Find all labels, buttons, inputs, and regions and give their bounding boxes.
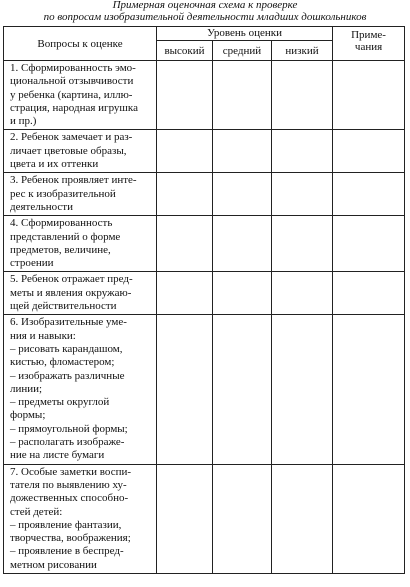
assessment-table (3, 26, 405, 574)
question-cell (4, 272, 157, 315)
question-text-line: – располагать изображе- (10, 436, 125, 449)
high-cell (157, 61, 213, 130)
question-cell (4, 173, 157, 216)
question-text-line: линии; (10, 382, 43, 395)
high-cell (157, 272, 213, 315)
high-cell (157, 173, 213, 216)
question-text-line: дожественных способно- (10, 492, 129, 505)
question-text-line: – рисовать карандашом, (10, 342, 123, 355)
notes-cell (333, 173, 405, 216)
question-text-line: 2. Ребенок замечает и раз- (10, 131, 133, 144)
low-cell (272, 173, 333, 216)
question-cell (4, 464, 157, 573)
header-high: высокий (157, 41, 213, 61)
high-cell (157, 464, 213, 573)
question-text-line: представлений о форме (10, 230, 121, 243)
notes-cell (333, 216, 405, 272)
question-text-line: формы; (10, 409, 46, 422)
notes-cell (333, 61, 405, 130)
question-text-line: у ребенка (картина, иллю- (10, 88, 133, 101)
question-text-line: 3. Ребенок проявляет инте- (10, 174, 137, 187)
table-row (4, 464, 405, 573)
medium-cell (213, 464, 272, 573)
question-text-line: метном рисовании (10, 558, 97, 571)
low-cell (272, 216, 333, 272)
question-text-line: – прямоугольной формы; (10, 422, 128, 435)
caption-title: Примерная оценочная схема к проверке (112, 0, 298, 11)
question-text-line: – проявление в беспред- (10, 545, 124, 558)
question-cell (4, 315, 157, 464)
question-text-line: щей действительности (10, 300, 117, 313)
question-text-line: кистью, фломастером; (10, 356, 115, 369)
medium-cell (213, 216, 272, 272)
question-text-line: личает цветовые образы, (10, 144, 127, 157)
question-text-line: рес к изобразительной (10, 187, 116, 200)
low-cell (272, 61, 333, 130)
medium-cell (213, 272, 272, 315)
question-text-line: 7. Особые заметки воспи- (10, 465, 132, 478)
table-row (4, 130, 405, 173)
high-cell (157, 216, 213, 272)
header-notes-line1: Приме- (351, 29, 386, 41)
question-text-line: цвета и их оттенки (10, 158, 99, 171)
header-notes (333, 27, 405, 61)
table-row (4, 315, 405, 464)
question-text-line: деятельности (10, 200, 73, 213)
question-text-line: 6. Изобразительные уме- (10, 316, 127, 329)
question-text-line: строении (10, 257, 54, 270)
question-text-line: творчества, воображения; (10, 532, 131, 545)
question-cell (4, 216, 157, 272)
question-text-line: и пр.) (10, 115, 37, 128)
question-text-line: тателя по выявлению ху- (10, 478, 127, 491)
header-low: низкий (272, 41, 333, 61)
table-body (4, 61, 405, 574)
low-cell (272, 130, 333, 173)
low-cell (272, 464, 333, 573)
table-row (4, 61, 405, 130)
question-text-line: стей детей: (10, 505, 63, 518)
notes-cell (333, 464, 405, 573)
table-row (4, 216, 405, 272)
question-text-line: – проявление фантазии, (10, 518, 122, 531)
medium-cell (213, 173, 272, 216)
question-text-line: ния и навыки: (10, 329, 76, 342)
low-cell (272, 272, 333, 315)
question-text-line: – изображать различные (10, 369, 125, 382)
question-text-line: меты и явления окружаю- (10, 286, 132, 299)
medium-cell (213, 61, 272, 130)
question-text-line: предметов, величине, (10, 243, 111, 256)
medium-cell (213, 130, 272, 173)
header-level: Уровень оценки (157, 27, 333, 41)
low-cell (272, 315, 333, 464)
question-cell (4, 61, 157, 130)
header-questions: Вопросы к оценке (4, 27, 157, 61)
medium-cell (213, 315, 272, 464)
table-row (4, 272, 405, 315)
notes-cell (333, 272, 405, 315)
question-text-line: страция, народная игрушка (10, 101, 138, 114)
table-row (4, 173, 405, 216)
notes-cell (333, 130, 405, 173)
header-notes-line2: чания (354, 41, 383, 53)
notes-cell (333, 315, 405, 464)
question-text-line: циональной отзывчивости (10, 75, 134, 88)
question-text-line: 5. Ребенок отражает пред- (10, 273, 133, 286)
header-medium: средний (213, 41, 272, 61)
question-text-line: 1. Сформированность эмо- (10, 62, 136, 74)
question-text-line: ние на листе бумаги (10, 449, 105, 462)
high-cell (157, 315, 213, 464)
caption-subtitle: по вопросам изобразительной деятельности младших дошкольников (43, 11, 367, 23)
question-text-line: 4. Сформированность (10, 217, 113, 230)
question-text-line: – предметы округлой (10, 396, 110, 409)
question-cell (4, 130, 157, 173)
high-cell (157, 130, 213, 173)
